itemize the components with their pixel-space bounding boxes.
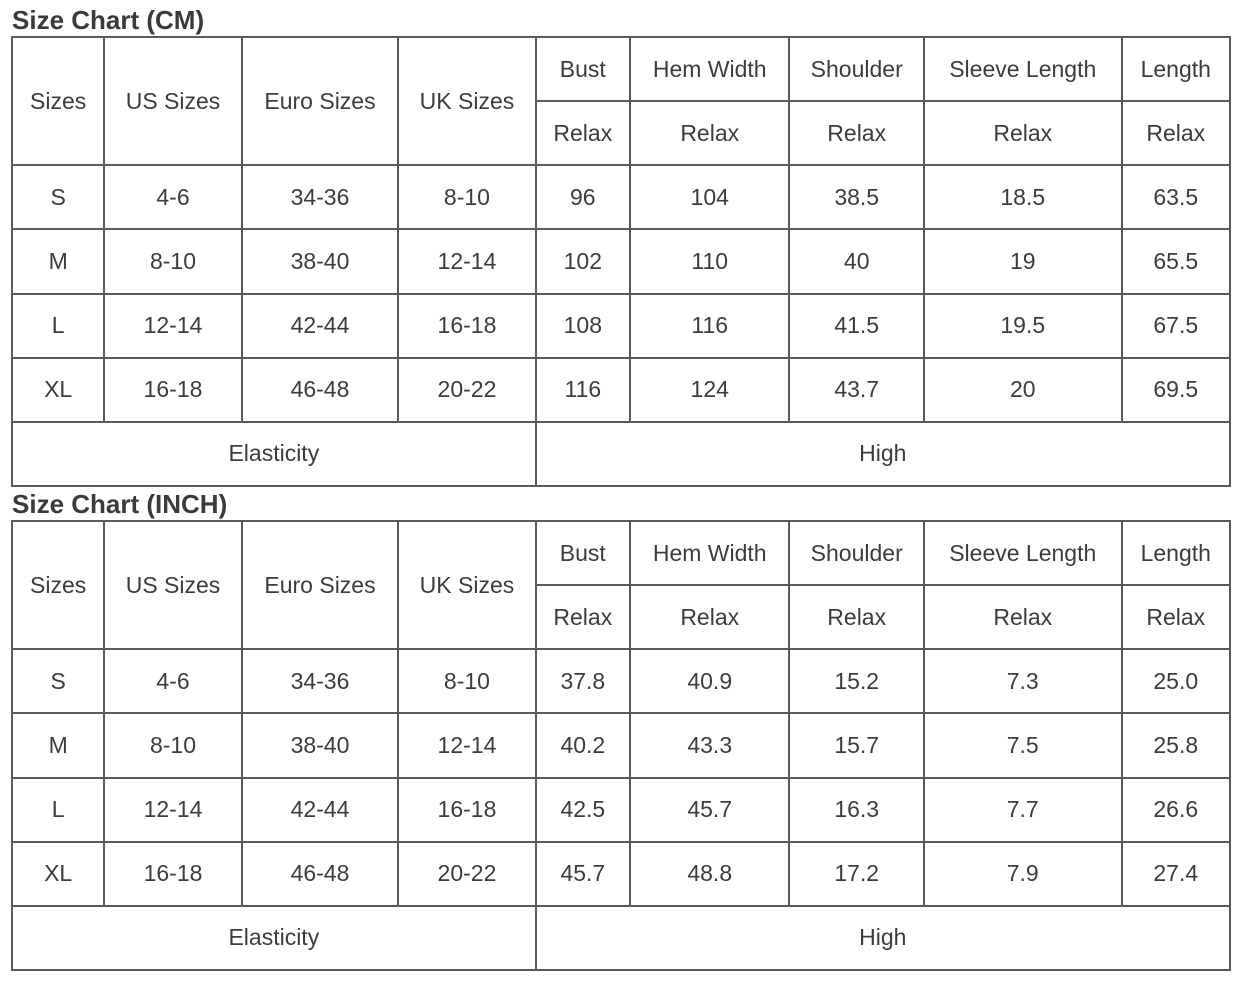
cell-euro-size: 46-48 (243, 843, 398, 905)
cell-shoulder: 16.3 (790, 779, 922, 841)
header-sizes: Sizes (13, 38, 103, 164)
subheader-relax: Relax (790, 102, 922, 164)
cell-shoulder: 15.7 (790, 714, 922, 776)
cell-size: S (13, 166, 103, 228)
cell-uk-size: 12-14 (399, 714, 534, 776)
subheader-relax: Relax (1123, 586, 1229, 648)
subheader-relax: Relax (631, 102, 789, 164)
footer-row (13, 423, 1229, 485)
cell-bust: 108 (537, 295, 629, 357)
header-sleeve-length: Sleeve Length (925, 522, 1121, 584)
cell-shoulder: 38.5 (790, 166, 922, 228)
cell-sleeve-length: 7.9 (925, 843, 1121, 905)
header-hem-width: Hem Width (631, 38, 789, 100)
table-row (13, 359, 1229, 421)
elasticity-label: Elasticity (13, 423, 535, 485)
cell-shoulder: 40 (790, 230, 922, 292)
cell-bust: 102 (537, 230, 629, 292)
subheader-relax: Relax (925, 102, 1121, 164)
cell-uk-size: 12-14 (399, 230, 534, 292)
cell-euro-size: 38-40 (243, 230, 398, 292)
cell-length: 26.6 (1123, 779, 1229, 841)
cell-length: 25.0 (1123, 650, 1229, 712)
cell-size: M (13, 714, 103, 776)
cell-hem-width: 45.7 (631, 779, 789, 841)
table-row (13, 166, 1229, 228)
cell-hem-width: 43.3 (631, 714, 789, 776)
cell-uk-size: 8-10 (399, 166, 534, 228)
header-row (13, 522, 1229, 584)
cell-us-size: 8-10 (105, 714, 240, 776)
subheader-relax: Relax (631, 586, 789, 648)
cell-sleeve-length: 19 (925, 230, 1121, 292)
cell-euro-size: 38-40 (243, 714, 398, 776)
size-chart-inch-table (11, 520, 1231, 971)
cell-sleeve-length: 19.5 (925, 295, 1121, 357)
subheader-relax: Relax (537, 102, 629, 164)
cell-us-size: 12-14 (105, 295, 240, 357)
cell-euro-size: 34-36 (243, 166, 398, 228)
table-row (13, 650, 1229, 712)
size-chart-inch-title: Size Chart (INCH) (12, 489, 228, 519)
subheader-relax: Relax (925, 586, 1121, 648)
cell-uk-size: 16-18 (399, 295, 534, 357)
size-chart-cm-table (11, 36, 1231, 487)
cell-length: 67.5 (1123, 295, 1229, 357)
cell-us-size: 12-14 (105, 779, 240, 841)
cell-size: L (13, 779, 103, 841)
cell-sleeve-length: 7.3 (925, 650, 1121, 712)
cell-hem-width: 110 (631, 230, 789, 292)
cell-bust: 37.8 (537, 650, 629, 712)
cell-euro-size: 42-44 (243, 295, 398, 357)
cell-us-size: 4-6 (105, 650, 240, 712)
header-euro-sizes: Euro Sizes (243, 38, 398, 164)
header-uk-sizes: UK Sizes (399, 522, 534, 648)
cell-uk-size: 20-22 (399, 359, 534, 421)
cell-hem-width: 40.9 (631, 650, 789, 712)
table-row (13, 779, 1229, 841)
cell-us-size: 8-10 (105, 230, 240, 292)
subheader-relax: Relax (790, 586, 922, 648)
subheader-relax: Relax (1123, 102, 1229, 164)
cell-size: S (13, 650, 103, 712)
cell-hem-width: 48.8 (631, 843, 789, 905)
cell-sleeve-length: 7.7 (925, 779, 1121, 841)
cell-us-size: 16-18 (105, 359, 240, 421)
header-hem-width: Hem Width (631, 522, 789, 584)
cell-shoulder: 17.2 (790, 843, 922, 905)
cell-bust: 45.7 (537, 843, 629, 905)
table-row (13, 230, 1229, 292)
cell-shoulder: 41.5 (790, 295, 922, 357)
header-row (13, 38, 1229, 100)
header-bust: Bust (537, 522, 629, 584)
cell-bust: 40.2 (537, 714, 629, 776)
cell-length: 25.8 (1123, 714, 1229, 776)
cell-hem-width: 124 (631, 359, 789, 421)
elasticity-value: High (537, 907, 1229, 969)
cell-size: XL (13, 843, 103, 905)
cell-shoulder: 15.2 (790, 650, 922, 712)
cell-hem-width: 116 (631, 295, 789, 357)
size-chart-cm-title: Size Chart (CM) (12, 5, 205, 35)
header-bust: Bust (537, 38, 629, 100)
header-sleeve-length: Sleeve Length (925, 38, 1121, 100)
subheader-relax: Relax (537, 586, 629, 648)
cell-euro-size: 42-44 (243, 779, 398, 841)
header-length: Length (1123, 38, 1229, 100)
table-row (13, 714, 1229, 776)
cell-euro-size: 46-48 (243, 359, 398, 421)
header-shoulder: Shoulder (790, 38, 922, 100)
cell-euro-size: 34-36 (243, 650, 398, 712)
cell-uk-size: 20-22 (399, 843, 534, 905)
header-uk-sizes: UK Sizes (399, 38, 534, 164)
cell-shoulder: 43.7 (790, 359, 922, 421)
cell-length: 69.5 (1123, 359, 1229, 421)
cell-size: L (13, 295, 103, 357)
cell-hem-width: 104 (631, 166, 789, 228)
table-row (13, 843, 1229, 905)
elasticity-value: High (537, 423, 1229, 485)
elasticity-label: Elasticity (13, 907, 535, 969)
cell-length: 27.4 (1123, 843, 1229, 905)
table-row (13, 295, 1229, 357)
cell-sleeve-length: 18.5 (925, 166, 1121, 228)
cell-length: 65.5 (1123, 230, 1229, 292)
cell-size: M (13, 230, 103, 292)
cell-sleeve-length: 20 (925, 359, 1121, 421)
cell-us-size: 16-18 (105, 843, 240, 905)
header-us-sizes: US Sizes (105, 522, 240, 648)
cell-bust: 96 (537, 166, 629, 228)
cell-bust: 116 (537, 359, 629, 421)
cell-bust: 42.5 (537, 779, 629, 841)
header-us-sizes: US Sizes (105, 38, 240, 164)
cell-size: XL (13, 359, 103, 421)
cell-uk-size: 8-10 (399, 650, 534, 712)
cell-length: 63.5 (1123, 166, 1229, 228)
cell-us-size: 4-6 (105, 166, 240, 228)
cell-sleeve-length: 7.5 (925, 714, 1121, 776)
header-shoulder: Shoulder (790, 522, 922, 584)
cell-uk-size: 16-18 (399, 779, 534, 841)
footer-row (13, 907, 1229, 969)
header-length: Length (1123, 522, 1229, 584)
header-sizes: Sizes (13, 522, 103, 648)
header-euro-sizes: Euro Sizes (243, 522, 398, 648)
